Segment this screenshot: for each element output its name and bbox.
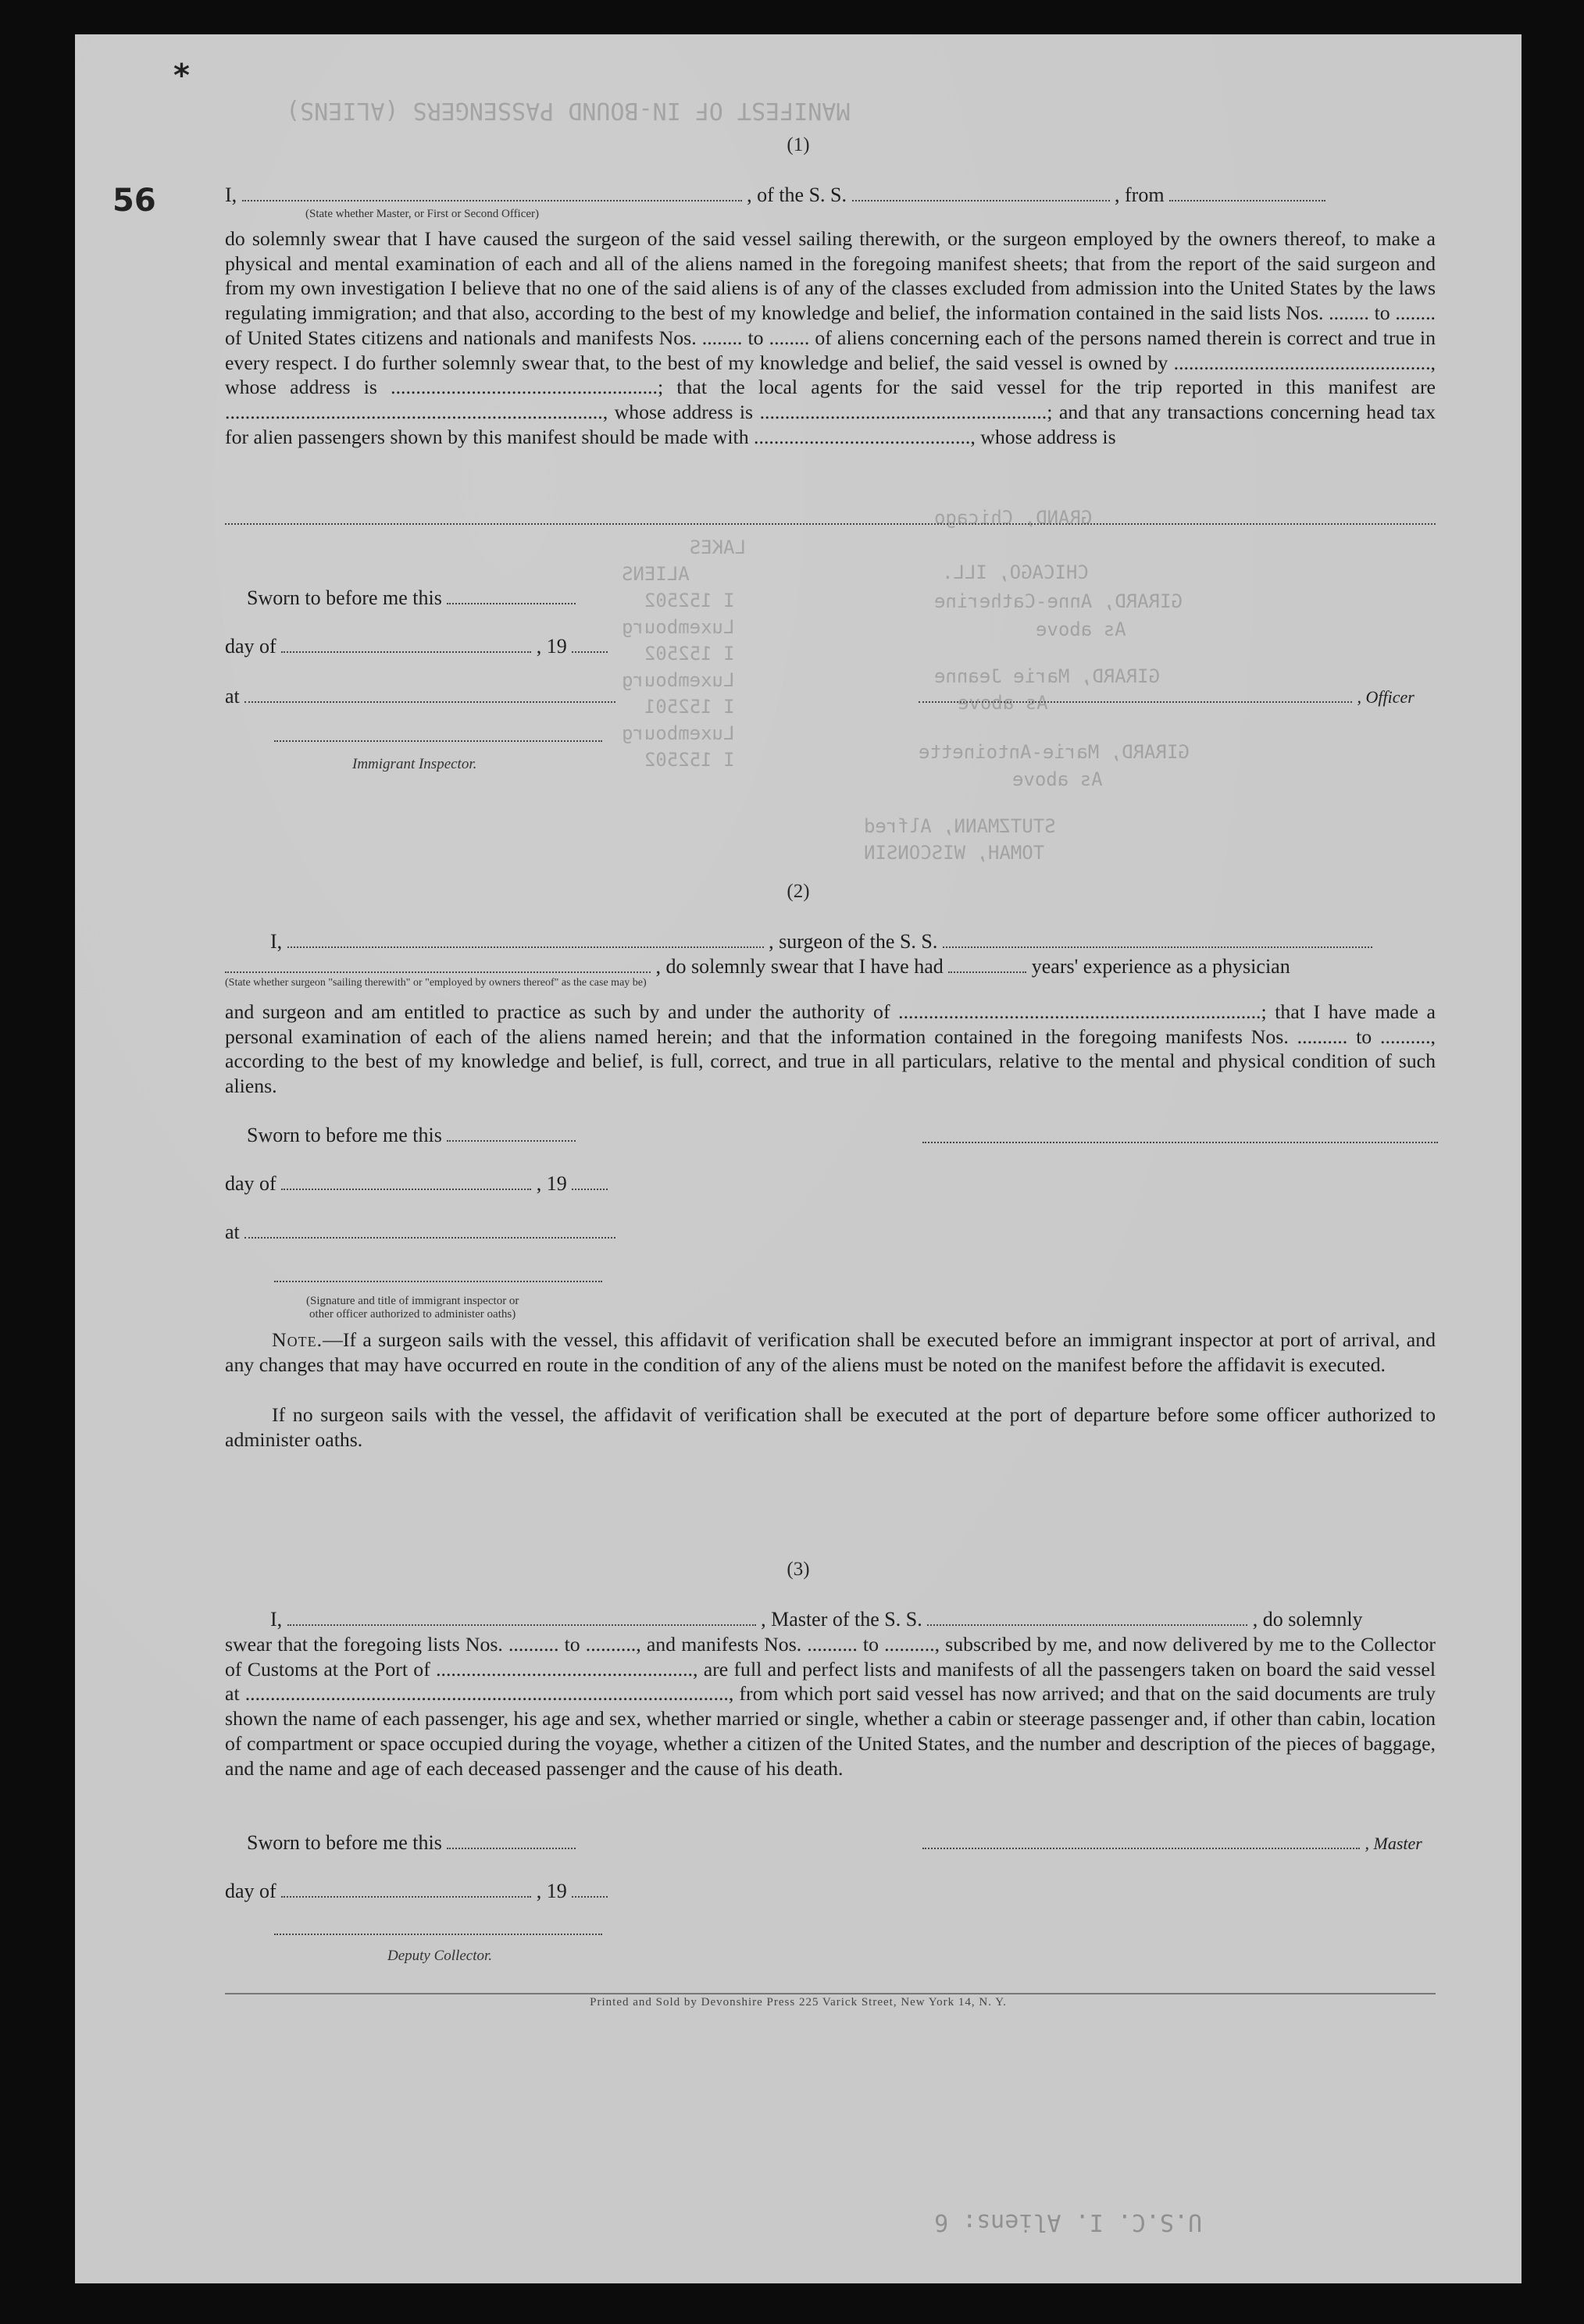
section-2-swear-label: , do solemnly swear that I have had bbox=[655, 955, 944, 978]
years-experience-field[interactable] bbox=[948, 954, 1026, 973]
collector-signature-field[interactable] bbox=[274, 1934, 602, 1935]
bleed-through-entry: STUTZMANN, Alfred bbox=[864, 815, 1056, 837]
section-3-day-line bbox=[225, 1879, 608, 1904]
master-label: , Master bbox=[1365, 1834, 1422, 1853]
day-of-label: day of bbox=[225, 635, 276, 658]
sworn-label: Sworn to before me this bbox=[247, 1124, 442, 1146]
section-1-at-line bbox=[225, 684, 615, 709]
section-1-oath-body: do solemnly swear that I have caused the surgeon of the said vessel sailing therewith, or the surgeon employed by the owners thereof, to make a physical and mental examination of each and all of the aliens named in the foregoing manifest sheets; that from the report of the said surgeon and from my own investigation I believe that no one of the said aliens is of any of the classes excluded from admission into the United States by the laws regulating immigration; and that also, according to the best of my knowledge and belief, the information contained in the said lists Nos. ........ to ........ of United States citizens and nationals and manifests Nos. ........ to ........ of aliens concerning each of the persons named therein is correct and true in every respect. I do further solemnly swear that, to the best of my knowledge and belief, the said vessel is owned by ..................................................., whose address is .....................................................; that the local agents for the said vessel for the trip reported in this manifest are ..........................................................................., whose address is .........................................................; and that any transactions concerning head tax for alien passengers shown by this manifest should be made with ..........................................., whose address is bbox=[225, 227, 1436, 448]
officer-label: , Officer bbox=[1357, 687, 1415, 707]
immigrant-inspector-label: Immigrant Inspector. bbox=[352, 756, 477, 772]
section-1-ship-label: , of the S. S. bbox=[747, 184, 847, 206]
section-2-sworn-line bbox=[247, 1123, 576, 1148]
section-3-swear-label: , do solemnly bbox=[1252, 1608, 1363, 1631]
sworn-label: Sworn to before me this bbox=[247, 1831, 442, 1854]
note-body-2: If no surgeon sails with the vessel, the affidavit of verification shall be executed at the port of departure before some officer authorized to administer oaths. bbox=[225, 1403, 1436, 1451]
section-2-experience-line bbox=[225, 954, 1290, 979]
sworn-month-field[interactable] bbox=[281, 1879, 531, 1898]
sworn-year-field[interactable] bbox=[572, 1879, 608, 1898]
sworn-month-field[interactable] bbox=[281, 1171, 531, 1190]
section-2-number: (2) bbox=[787, 881, 810, 902]
bleed-through-entry: As above bbox=[958, 692, 1048, 714]
section-1-number: (1) bbox=[787, 134, 810, 155]
bleed-through-entry: As above bbox=[1036, 618, 1126, 640]
section-2-note bbox=[225, 1328, 1436, 1377]
note-label: Note. bbox=[272, 1328, 323, 1351]
corner-mark: * bbox=[173, 58, 190, 94]
departure-port-field[interactable] bbox=[1169, 183, 1325, 201]
year-label: , 19 bbox=[536, 1880, 567, 1902]
day-of-label: day of bbox=[225, 1880, 276, 1902]
section-2-oath-body: and surgeon and am entitled to practice as such by and under the authority of ........................................................................; that I have made a personal examination of each of the aliens named herein; and that the information contained in the foregoing manifests Nos. .......... to .........., according to the best of my knowledge and belief, is full, correct, and true in all particulars, relative to the mental and physical condition of such aliens. bbox=[225, 1000, 1436, 1098]
section-2-ship-label: , surgeon of the S. S. bbox=[769, 930, 938, 953]
bleed-through-entry: GIRARD, Marie Jeanne bbox=[934, 665, 1160, 687]
sworn-place-field[interactable] bbox=[244, 1220, 615, 1239]
section-1-day-line bbox=[225, 634, 608, 659]
head-tax-address-field[interactable] bbox=[225, 523, 1436, 525]
printer-imprint: Printed and Sold by Devonshire Press 225 Varick Street, New York 14, N. Y. bbox=[590, 1996, 1007, 2009]
ship-name-field[interactable] bbox=[852, 183, 1110, 201]
section-3-oath-body: swear that the foregoing lists Nos. .......... to .........., and manifests Nos. .......... to .........., subscribed by me, and now delivered by me to the Collector of Customs at the Port of ..................................................., are full and perfect lists and manifests of all the passengers taken on board the said vessel at ................................................................................................, from which port said vessel has now arrived; and that on the said documents are truly shown the name of each passenger, his age and sex, whether married or single, whether a cabin or steerage passenger and, if other than cabin, location of compartment or space occupied during the voyage, whether a citizen of the United States, and the number and description of the pieces of baggage, and the name and age of each deceased passenger and the cause of his death. bbox=[225, 1633, 1436, 1780]
sworn-year-field[interactable] bbox=[572, 1171, 608, 1190]
year-label: , 19 bbox=[536, 1172, 567, 1195]
bleed-through-bottom: U.S.C. I. Aliens: 6 bbox=[934, 2208, 1203, 2236]
section-3-master-line bbox=[922, 1830, 1422, 1856]
master-ship-field[interactable] bbox=[927, 1607, 1247, 1626]
document-page bbox=[75, 34, 1522, 2283]
section-1-officer-line bbox=[919, 684, 1415, 710]
section-2-note-2 bbox=[225, 1403, 1436, 1452]
surgeon-signature-field[interactable] bbox=[922, 1142, 1438, 1143]
section-2-at-line bbox=[225, 1220, 615, 1245]
day-of-label: day of bbox=[225, 1172, 276, 1195]
bleed-through-entry: CHICAGO, ILL. bbox=[942, 561, 1089, 583]
sworn-year-field[interactable] bbox=[572, 634, 608, 653]
officer-signature-field[interactable] bbox=[919, 684, 1352, 703]
bleed-through-entry: GRAND, Chicago bbox=[934, 507, 1093, 529]
sworn-label: Sworn to before me this bbox=[247, 586, 442, 609]
sworn-day-field[interactable] bbox=[447, 586, 576, 604]
page-number-handwritten: 56 bbox=[112, 183, 156, 219]
bleed-through-column: LAKES ALIENS I 152502 Luxembourg I 152502 Luxembourg I 152501 Luxembourg I 152502 bbox=[622, 536, 746, 771]
surgeon-ship-field[interactable] bbox=[943, 929, 1372, 948]
section-2-surgeon-caption: (State whether surgeon "sailing therewith" or "employed by owners thereof" as the case may be) bbox=[225, 977, 647, 989]
at-label: at bbox=[225, 685, 240, 708]
master-signature-field[interactable] bbox=[922, 1830, 1360, 1849]
bleed-through-entry: As above bbox=[1012, 768, 1103, 790]
note-body: —If a surgeon sails with the vessel, this affidavit of verification shall be executed before an immigrant inspector at port of arrival, and any changes that may have occurred en route in the condition of any of the aliens must be noted on the manifest before the affidavit is executed. bbox=[225, 1328, 1436, 1376]
section-2-oath-line bbox=[270, 929, 1372, 954]
sworn-day-field[interactable] bbox=[447, 1830, 576, 1849]
section-3-sworn-line bbox=[247, 1830, 576, 1855]
surgeon-status-field[interactable] bbox=[225, 954, 651, 973]
section-1-pronoun: I, bbox=[225, 184, 237, 206]
signature-caption-2: other officer authorized to administer oaths) bbox=[309, 1308, 516, 1321]
inspector-signature-field[interactable] bbox=[274, 1281, 602, 1282]
bleed-through-entry: TOMAH, WISCONSIN bbox=[864, 842, 1045, 864]
section-1-from-label: , from bbox=[1115, 184, 1165, 206]
section-3-ship-label: , Master of the S. S. bbox=[761, 1608, 922, 1631]
section-3-oath-line bbox=[270, 1607, 1363, 1632]
deputy-collector-label: Deputy Collector. bbox=[387, 1948, 493, 1964]
section-2-pronoun: I, bbox=[270, 930, 283, 953]
at-label: at bbox=[225, 1221, 240, 1243]
bleed-through-header: MANIFEST OF IN-BOUND PASSENGERS (ALIENS) bbox=[286, 97, 851, 124]
sworn-day-field[interactable] bbox=[447, 1123, 576, 1142]
surgeon-name-field[interactable] bbox=[287, 929, 764, 948]
master-name-field[interactable] bbox=[287, 1607, 756, 1626]
bleed-through-entry: GIRARD, Marie-Antoinette bbox=[919, 741, 1190, 763]
section-2-years-label: years' experience as a physician bbox=[1031, 955, 1290, 978]
bleed-through-entry: GIRARD, Anne-Catherine bbox=[934, 590, 1183, 612]
sworn-month-field[interactable] bbox=[281, 634, 531, 653]
inspector-signature-field[interactable] bbox=[274, 740, 602, 742]
year-label: , 19 bbox=[536, 635, 567, 658]
section-3-number: (3) bbox=[787, 1559, 810, 1580]
section-3-pronoun: I, bbox=[270, 1608, 283, 1631]
section-2-day-line bbox=[225, 1171, 608, 1196]
footer-rule bbox=[225, 1993, 1436, 1994]
signature-caption-1: (Signature and title of immigrant inspector or bbox=[306, 1295, 519, 1307]
sworn-place-field[interactable] bbox=[244, 684, 615, 703]
section-1-officer-caption: (State whether Master, or First or Second Officer) bbox=[305, 208, 540, 220]
officer-name-field[interactable] bbox=[242, 183, 742, 201]
section-1-sworn-line bbox=[247, 586, 576, 611]
section-1-oath-line bbox=[225, 183, 1436, 208]
